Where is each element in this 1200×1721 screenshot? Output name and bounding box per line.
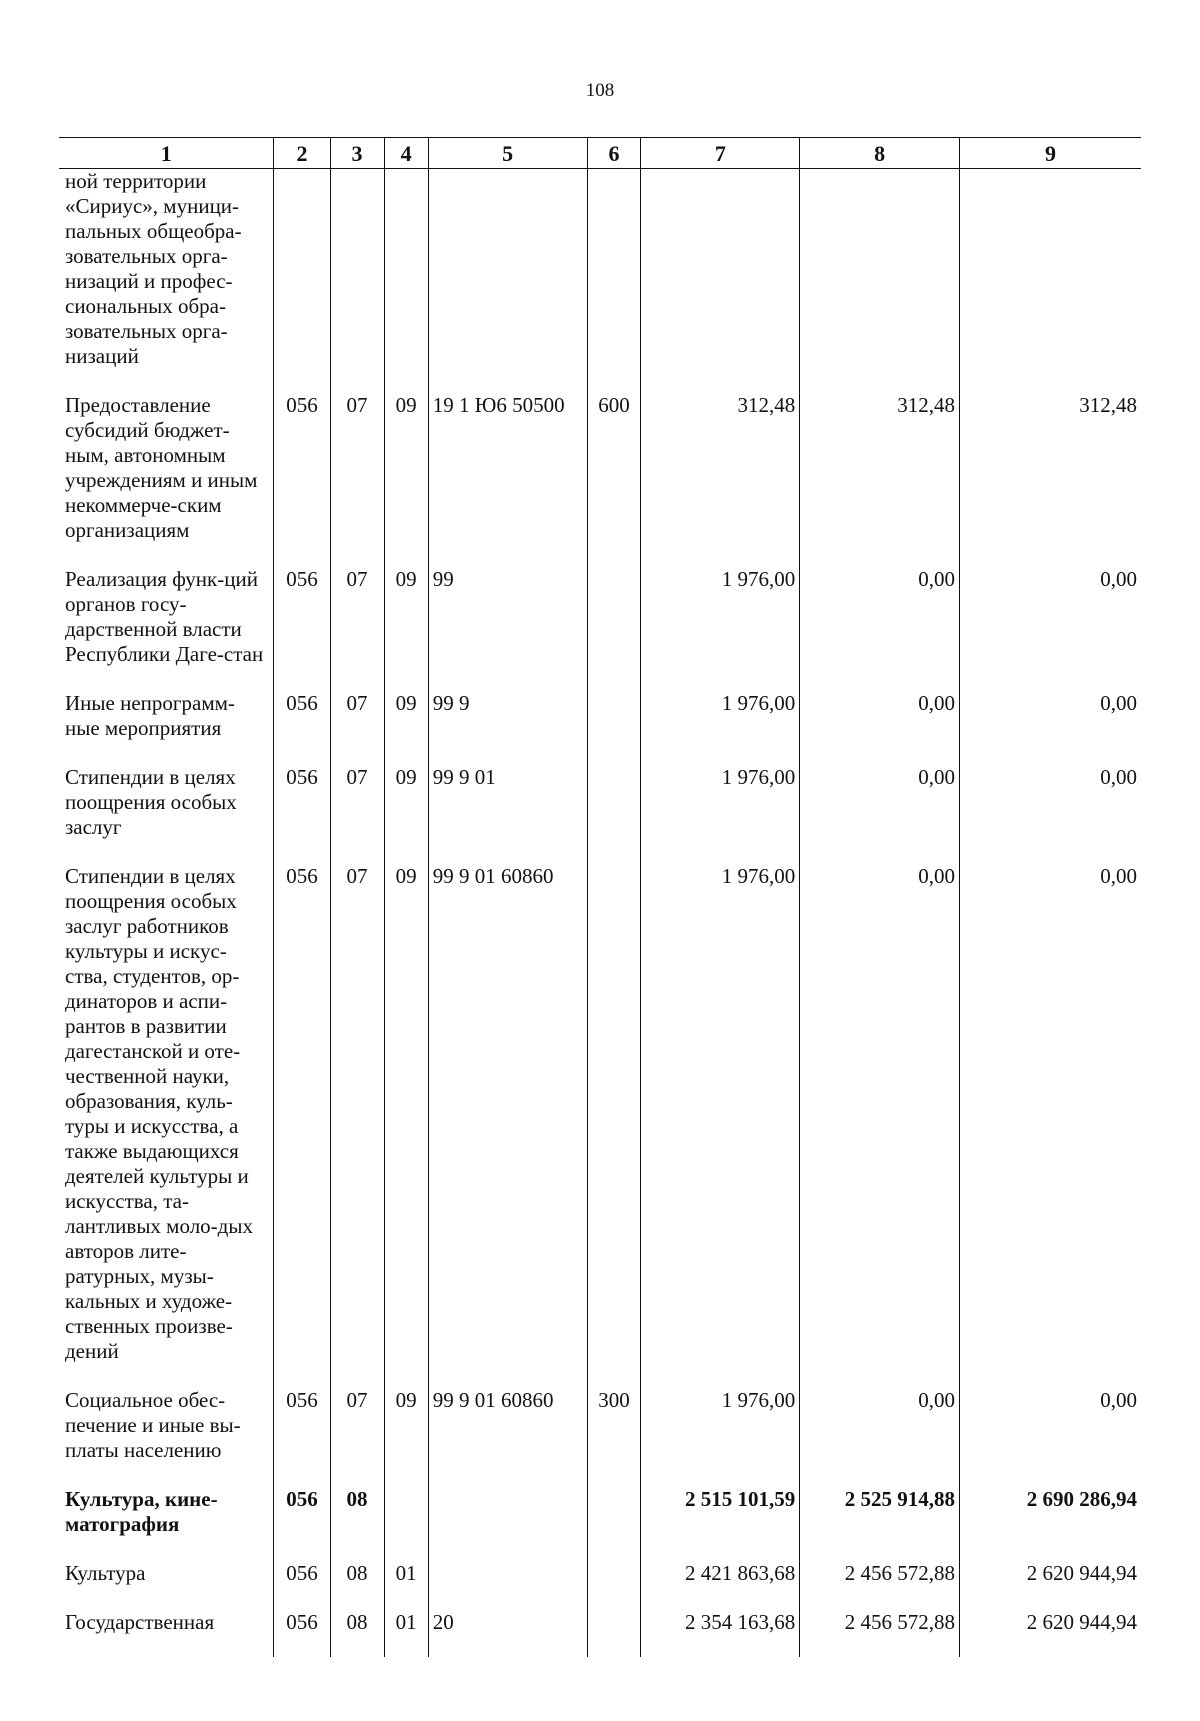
table-body: [59, 169, 1141, 1658]
amount-year2-cell: 0,00: [800, 1388, 960, 1487]
section-code-cell: 07: [330, 1388, 384, 1487]
header-row: [59, 138, 1141, 169]
expense-type-cell: [587, 765, 641, 864]
item-name-cell: Реализация функ-ций органов госу-дарственной власти Республики Даге-стан: [65, 567, 264, 666]
item-name-cell: Государственная: [65, 1610, 215, 1634]
item-name-cell: Социальное обес-печение и иные вы-платы населению: [65, 1388, 241, 1462]
section-code-cell: 08: [330, 1610, 384, 1657]
expense-type-cell: [587, 1487, 641, 1561]
subsection-code-cell: [384, 1487, 428, 1561]
amount-year1-cell: 2 515 101,59: [641, 1487, 800, 1561]
amount-year1-cell: 312,48: [641, 393, 800, 567]
table-row: [59, 393, 1141, 567]
section-code-cell: 07: [330, 864, 384, 1388]
header-cell: 4: [384, 138, 428, 169]
admin-code-cell: 056: [274, 691, 330, 765]
admin-code-cell: 056: [274, 1388, 330, 1487]
expense-type-cell: 600: [587, 393, 641, 567]
target-article-cell: 99 9: [428, 691, 587, 765]
subsection-code-cell: 01: [384, 1561, 428, 1610]
subsection-code-cell: 09: [384, 765, 428, 864]
header-cell: 5: [428, 138, 587, 169]
target-article-cell: [428, 1561, 587, 1610]
page-number: 108: [585, 80, 615, 101]
section-code-cell: [330, 169, 384, 394]
table-row: [59, 1388, 1141, 1487]
section-code-cell: 08: [330, 1487, 384, 1561]
section-code-cell: 07: [330, 765, 384, 864]
item-name-cell: ной территории «Сириус», муници-пальных общеобра-зовательных орга-низаций и профес-сиональных обра-зовательных орга-низаций: [65, 169, 242, 368]
table-row: [59, 1487, 1141, 1561]
subsection-code-cell: 01: [384, 1610, 428, 1657]
table-row: [59, 1610, 1141, 1657]
header-cell: 3: [330, 138, 384, 169]
amount-year3-cell: 312,48: [960, 393, 1141, 567]
amount-year2-cell: 0,00: [800, 567, 960, 691]
section-code-cell: 08: [330, 1561, 384, 1610]
item-name-cell: Стипендии в целях поощрения особых заслуг работников культуры и искус-ства, студентов, ор-динаторов и аспи-рантов в развитии дагестанской и оте-чественной науки, образования, куль-туры и искусства, а также выдающихся деятелей культуры и искусства, та-лантливых моло-дых авторов лите-ратурных, музы-кальных и художе-ственных произве-дений: [65, 864, 253, 1363]
amount-year3-cell: 0,00: [960, 567, 1141, 691]
table-row: [59, 169, 1141, 394]
expense-type-cell: [587, 567, 641, 691]
amount-year1-cell: 1 976,00: [641, 765, 800, 864]
header-cell: 1: [59, 138, 274, 169]
amount-year3-cell: 0,00: [960, 1388, 1141, 1487]
subsection-code-cell: [384, 169, 428, 394]
amount-year2-cell: 0,00: [800, 765, 960, 864]
subsection-code-cell: 09: [384, 864, 428, 1388]
amount-year2-cell: 2 456 572,88: [800, 1561, 960, 1610]
admin-code-cell: 056: [274, 765, 330, 864]
target-article-cell: 99 9 01 60860: [428, 864, 587, 1388]
section-code-cell: 07: [330, 691, 384, 765]
item-name-cell: Предоставление субсидий бюджет-ным, автономным учреждениям и иным некоммерче-ским организациям: [65, 393, 258, 542]
subsection-code-cell: 09: [384, 691, 428, 765]
expense-type-cell: [587, 864, 641, 1388]
admin-code-cell: 056: [274, 567, 330, 691]
expense-type-cell: [587, 1561, 641, 1610]
target-article-cell: [428, 169, 587, 394]
target-article-cell: 20: [428, 1610, 587, 1657]
amount-year2-cell: [800, 169, 960, 394]
amount-year2-cell: 0,00: [800, 691, 960, 765]
amount-year3-cell: 0,00: [960, 765, 1141, 864]
admin-code-cell: 056: [274, 1487, 330, 1561]
amount-year3-cell: 2 620 944,94: [960, 1561, 1141, 1610]
table-row: [59, 691, 1141, 765]
amount-year2-cell: 312,48: [800, 393, 960, 567]
header-cell: 8: [800, 138, 960, 169]
subsection-code-cell: 09: [384, 1388, 428, 1487]
admin-code-cell: 056: [274, 1610, 330, 1657]
table-row: [59, 864, 1141, 1388]
item-name-cell: Культура: [65, 1561, 146, 1585]
item-name-cell: Иные непрограмм-ные мероприятия: [65, 691, 235, 740]
header-cell: 9: [960, 138, 1141, 169]
amount-year2-cell: 2 456 572,88: [800, 1610, 960, 1657]
section-code-cell: 07: [330, 567, 384, 691]
amount-year2-cell: 0,00: [800, 864, 960, 1388]
amount-year1-cell: 2 354 163,68: [641, 1610, 800, 1657]
amount-year1-cell: 1 976,00: [641, 864, 800, 1388]
table-row: [59, 765, 1141, 864]
subsection-code-cell: 09: [384, 393, 428, 567]
target-article-cell: 99 9 01: [428, 765, 587, 864]
amount-year3-cell: 2 690 286,94: [960, 1487, 1141, 1561]
target-article-cell: [428, 1487, 587, 1561]
amount-year1-cell: 1 976,00: [641, 1388, 800, 1487]
header-cell: 6: [587, 138, 641, 169]
budget-table: [59, 137, 1141, 1657]
amount-year3-cell: 0,00: [960, 864, 1141, 1388]
table-row: [59, 567, 1141, 691]
expense-type-cell: [587, 1610, 641, 1657]
header-cell: 7: [641, 138, 800, 169]
admin-code-cell: 056: [274, 393, 330, 567]
amount-year2-cell: 2 525 914,88: [800, 1487, 960, 1561]
amount-year3-cell: 0,00: [960, 691, 1141, 765]
expense-type-cell: [587, 691, 641, 765]
section-code-cell: 07: [330, 393, 384, 567]
amount-year1-cell: 1 976,00: [641, 691, 800, 765]
expense-type-cell: 300: [587, 1388, 641, 1487]
admin-code-cell: 056: [274, 1561, 330, 1610]
expense-type-cell: [587, 169, 641, 394]
subsection-code-cell: 09: [384, 567, 428, 691]
admin-code-cell: [274, 169, 330, 394]
amount-year1-cell: 1 976,00: [641, 567, 800, 691]
amount-year1-cell: 2 421 863,68: [641, 1561, 800, 1610]
target-article-cell: 19 1 Ю6 50500: [428, 393, 587, 567]
table-row: [59, 1561, 1141, 1610]
target-article-cell: 99: [428, 567, 587, 691]
target-article-cell: 99 9 01 60860: [428, 1388, 587, 1487]
item-name-cell: Стипендии в целях поощрения особых заслуг: [65, 765, 237, 839]
amount-year3-cell: 2 620 944,94: [960, 1610, 1141, 1657]
header-cell: 2: [274, 138, 330, 169]
item-name-cell: Культура, кине-матография: [65, 1487, 218, 1536]
amount-year3-cell: [960, 169, 1141, 394]
admin-code-cell: 056: [274, 864, 330, 1388]
amount-year1-cell: [641, 169, 800, 394]
